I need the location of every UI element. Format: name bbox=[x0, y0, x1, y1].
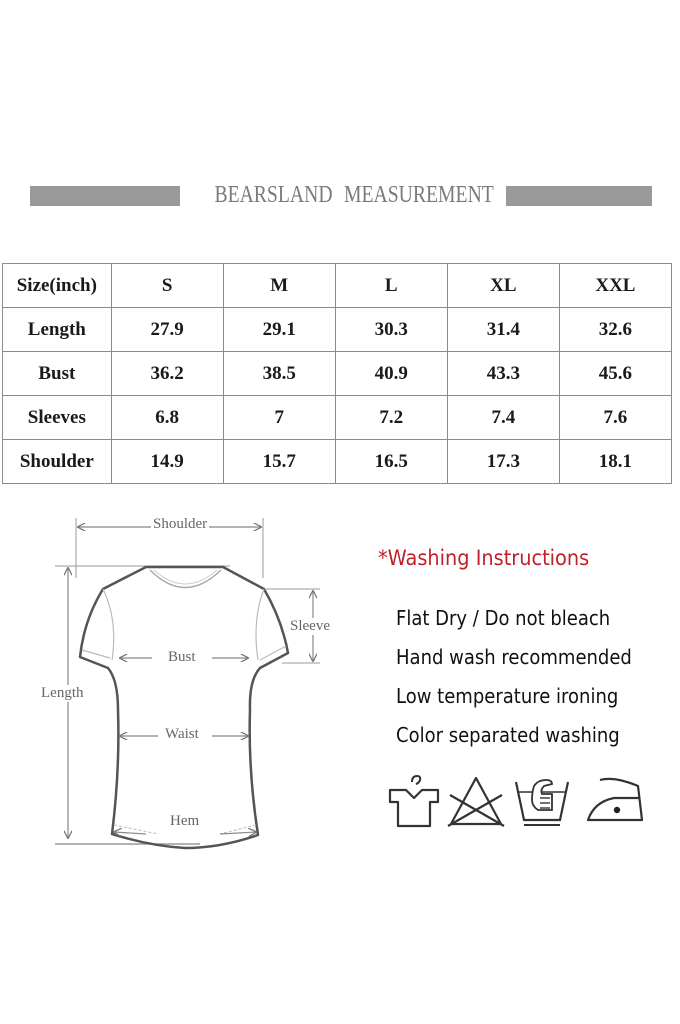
table-cell: 7 bbox=[223, 396, 335, 440]
tshirt-measurement-diagram bbox=[30, 510, 350, 850]
table-cell: 30.3 bbox=[335, 308, 447, 352]
table-row-bust bbox=[3, 352, 672, 396]
table-cell: 27.9 bbox=[111, 308, 223, 352]
washing-title: *Washing Instructions bbox=[378, 546, 590, 570]
row-label: Shoulder bbox=[3, 440, 112, 484]
care-symbols bbox=[380, 770, 670, 835]
hand-wash-icon bbox=[512, 770, 572, 828]
tshirt-outline-icon bbox=[30, 510, 350, 850]
table-cell: 31.4 bbox=[447, 308, 559, 352]
table-cell: 45.6 bbox=[559, 352, 671, 396]
row-label: Length bbox=[3, 308, 112, 352]
page-title: BEARSLAND MEASUREMENT bbox=[214, 182, 494, 208]
table-cell: 15.7 bbox=[223, 440, 335, 484]
low-iron-icon bbox=[584, 770, 648, 828]
table-cell: 7.6 bbox=[559, 396, 671, 440]
title-bar bbox=[30, 184, 652, 208]
table-cell: 7.2 bbox=[335, 396, 447, 440]
washing-line-2: Hand wash recommended bbox=[396, 645, 632, 669]
diagram-label-length: Length bbox=[41, 685, 84, 701]
size-header-xl: XL bbox=[447, 264, 559, 308]
table-cell: 43.3 bbox=[447, 352, 559, 396]
size-chart-table bbox=[2, 263, 672, 484]
do-not-bleach-icon bbox=[446, 770, 506, 828]
table-header-row bbox=[3, 264, 672, 308]
corner-label: Size(inch) bbox=[3, 264, 112, 308]
title-bar-right-decoration bbox=[506, 186, 652, 206]
table-cell: 16.5 bbox=[335, 440, 447, 484]
hang-dry-icon bbox=[386, 770, 442, 828]
diagram-label-waist: Waist bbox=[165, 726, 199, 742]
table-cell: 17.3 bbox=[447, 440, 559, 484]
table-row-sleeves bbox=[3, 396, 672, 440]
table-cell: 14.9 bbox=[111, 440, 223, 484]
row-label: Bust bbox=[3, 352, 112, 396]
table-cell: 40.9 bbox=[335, 352, 447, 396]
table-cell: 18.1 bbox=[559, 440, 671, 484]
table-row-shoulder bbox=[3, 440, 672, 484]
table-cell: 6.8 bbox=[111, 396, 223, 440]
diagram-label-shoulder: Shoulder bbox=[153, 516, 208, 532]
table-cell: 32.6 bbox=[559, 308, 671, 352]
table-cell: 7.4 bbox=[447, 396, 559, 440]
table-cell: 29.1 bbox=[223, 308, 335, 352]
size-header-m: M bbox=[223, 264, 335, 308]
washing-line-4: Color separated washing bbox=[396, 723, 620, 747]
diagram-label-hem: Hem bbox=[170, 813, 200, 829]
washing-line-3: Low temperature ironing bbox=[396, 684, 619, 708]
diagram-label-bust: Bust bbox=[168, 649, 196, 665]
title-bar-left-decoration bbox=[30, 186, 180, 206]
table-cell: 38.5 bbox=[223, 352, 335, 396]
table-cell: 36.2 bbox=[111, 352, 223, 396]
size-header-xxl: XXL bbox=[559, 264, 671, 308]
row-label: Sleeves bbox=[3, 396, 112, 440]
size-header-s: S bbox=[111, 264, 223, 308]
diagram-label-sleeve: Sleeve bbox=[290, 618, 330, 634]
table-row-length bbox=[3, 308, 672, 352]
size-header-l: L bbox=[335, 264, 447, 308]
washing-line-1: Flat Dry / Do not bleach bbox=[396, 606, 611, 630]
